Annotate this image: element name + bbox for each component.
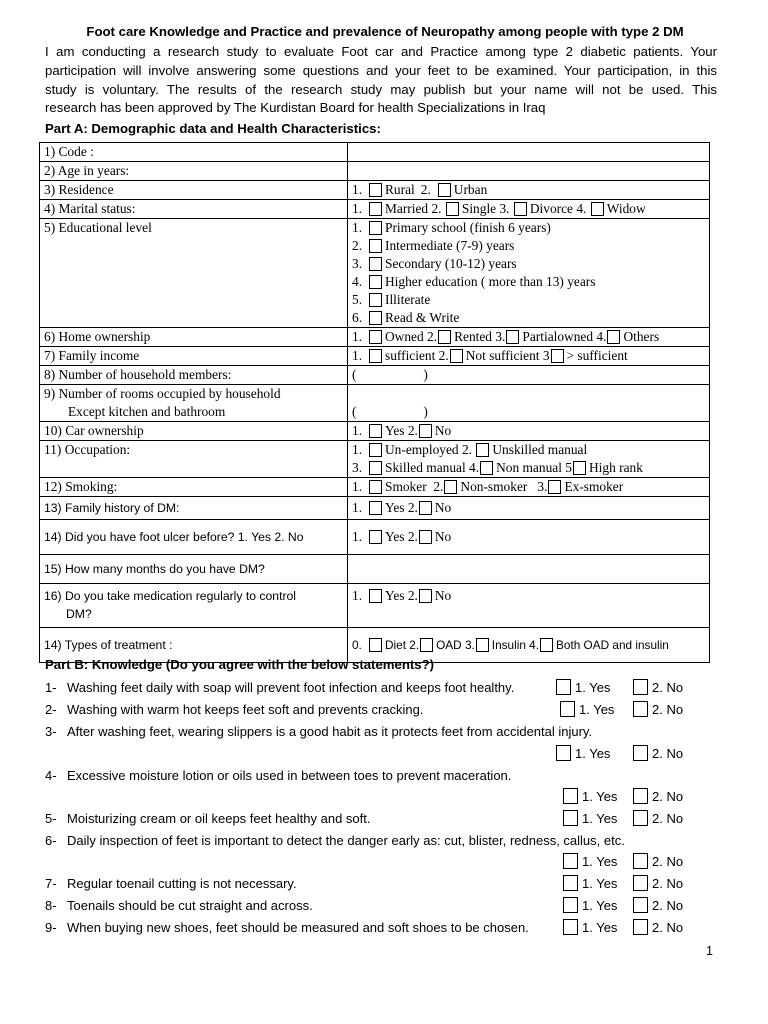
question-label: 8) Number of household members: [44,367,232,382]
option-number: 6. [352,310,363,325]
table-row [40,555,710,584]
option-number: 2. [352,238,363,253]
intro-line: study is voluntary. The results of the research study may publish but your name will not be used. This [45,81,717,97]
option-number: 1. [352,479,363,494]
option-label: Illiterate [385,292,431,307]
option-label: No [434,500,452,515]
question-label: 5) Educational level [44,220,152,235]
checkbox[interactable] [633,853,648,869]
table-row [40,200,710,219]
knowledge-item: 6- Daily inspection of feet is important to detect the danger early as: cut, blister, redness, callus, etc. [45,832,625,848]
option-label: OAD 3. [436,638,475,652]
option-label: Others [623,329,660,344]
question-label: 12) Smoking: [44,479,118,494]
option-label: Single 3. [461,201,510,216]
page-number: 1 [706,944,713,958]
checkbox[interactable] [446,202,459,216]
knowledge-item: 2- Washing with warm hot keeps feet soft and prevents cracking. [45,701,424,717]
question-label: 16) Do you take medication regularly to control [44,589,297,603]
checkbox[interactable] [556,745,571,761]
part-b-heading: Part B: Knowledge (Do you agree with the below statements?) [45,657,435,672]
question-label: 7) Family income [44,348,140,363]
table-row [40,441,710,478]
no-option[interactable]: 2. No [633,853,683,869]
option-label: sufficient 2. [385,348,449,363]
checkbox[interactable] [551,349,564,363]
option-label: Higher education ( more than 13) years [385,274,596,289]
question-label: 3) Residence [44,182,114,197]
option-label: No [434,588,452,603]
checkbox[interactable] [369,330,382,344]
option-label: Smoker 2. [385,479,444,494]
checkbox[interactable] [369,275,382,289]
no-option[interactable]: 2. No [633,788,683,804]
option-label: Secondary (10-12) years [385,256,517,271]
knowledge-item: 7- Regular toenail cutting is not necessary. [45,875,297,891]
option-label: Not sufficient 3 [465,348,550,363]
checkbox[interactable] [548,480,561,494]
yes-option[interactable]: 1. Yes [556,745,610,761]
table-row [40,162,710,181]
option-number: 2. [420,182,431,197]
checkbox[interactable] [420,638,433,652]
checkbox[interactable] [563,897,578,913]
knowledge-item: 3- After washing feet, wearing slippers is a good habit as it protects feet from accidental injury. [45,723,593,739]
option-label: Un-employed 2. [385,442,473,457]
answer-cell[interactable] [348,555,710,584]
intro-line: participation will involve answering some questions and your feet to be examined. Your participation, in this [45,62,717,78]
yes-option[interactable]: 1. Yes [563,919,617,935]
option-label: Owned 2. [385,329,438,344]
knowledge-item: 8- Toenails should be cut straight and across. [45,897,313,913]
checkbox[interactable] [419,501,432,515]
option-label: Yes 2. [385,588,418,603]
table-row [40,520,710,555]
table-row [40,478,710,497]
option-label: Partialowned 4. [522,329,607,344]
option-number: 1. [352,220,363,235]
checkbox[interactable] [369,530,382,544]
option-label: No [434,423,452,438]
option-label: Both OAD and insulin [556,638,669,652]
page-title: Foot care Knowledge and Practice and prevalence of Neuropathy among people with type 2 DM [86,24,684,39]
checkbox[interactable] [369,461,382,475]
option-label: Ex-smoker [564,479,624,494]
checkbox[interactable] [633,919,648,935]
option-label: Divorce 4. [529,201,587,216]
checkbox[interactable] [591,202,604,216]
option-label: Primary school (finish 6 years) [385,220,551,235]
option-label: Rented 3. [454,329,506,344]
checkbox[interactable] [476,443,489,457]
knowledge-item: 5- Moisturizing cream or oil keeps feet healthy and soft. [45,810,371,826]
option-number: 1. [352,201,363,216]
option-label: Diet 2. [385,638,420,652]
checkbox[interactable] [563,875,578,891]
question-label: 13) Family history of DM: [44,501,180,515]
checkbox[interactable] [419,424,432,438]
checkbox[interactable] [369,221,382,235]
option-label: Intermediate (7-9) years [385,238,515,253]
table-row [40,422,710,441]
option-number: 5. [352,292,363,307]
knowledge-item: 9- When buying new shoes, feet should be measured and soft shoes to be chosen. [45,919,529,935]
yes-option[interactable]: 1. Yes [563,810,617,826]
checkbox[interactable] [419,589,432,603]
checkbox[interactable] [476,638,489,652]
knowledge-item: 1- Washing feet daily with soap will prevent foot infection and keeps foot healthy. [45,679,515,695]
checkbox[interactable] [563,788,578,804]
checkbox[interactable] [438,330,451,344]
checkbox[interactable] [369,443,382,457]
checkbox[interactable] [444,480,457,494]
option-label: Urban [453,182,488,197]
table-row [40,328,710,347]
option-number: 3. [352,256,363,271]
checkbox[interactable] [514,202,527,216]
checkbox[interactable] [563,810,578,826]
option-number: 1. [352,423,363,438]
intro-paragraph [45,43,717,118]
no-option[interactable]: 2. No [633,679,683,695]
question-label: 4) Marital status: [44,201,136,216]
option-label: Skilled manual 4. [385,460,480,475]
yes-option[interactable]: 1. Yes [556,679,610,695]
checkbox[interactable] [419,530,432,544]
yes-option[interactable]: 1. Yes [563,897,617,913]
yes-option[interactable]: 1. Yes [563,875,617,891]
table-row [40,366,710,385]
option-label: Yes 2. [385,423,418,438]
checkbox[interactable] [633,745,648,761]
table-row [40,497,710,520]
question-label: DM? [66,607,92,621]
question-label: 14) Did you have foot ulcer before? 1. Yes 2. No [44,530,304,544]
option-label: Widow [606,201,646,216]
checkbox[interactable] [633,701,648,717]
question-label: 9) Number of rooms occupied by household [44,386,281,401]
option-label: > sufficient [566,348,628,363]
option-number: 1. [352,348,363,363]
checkbox[interactable] [563,919,578,935]
checkbox[interactable] [369,638,382,652]
option-label: Yes 2. [385,529,418,544]
question-label: 6) Home ownership [44,329,151,344]
option-label: Non-smoker 3. [460,479,548,494]
number-entry[interactable]: ( ) [352,404,428,419]
answer-cell[interactable] [348,162,710,181]
yes-option[interactable]: 1. Yes [563,788,617,804]
table-row [40,219,710,328]
checkbox[interactable] [369,202,382,216]
knowledge-item: 4- Excessive moisture lotion or oils used in between toes to prevent maceration. [45,767,512,783]
checkbox[interactable] [369,183,382,197]
option-number: 1. [352,529,363,544]
option-label: Unskilled manual [492,442,588,457]
question-label: 15) How many months do you have DM? [44,562,265,576]
no-option[interactable]: 2. No [633,897,683,913]
option-label: Insulin 4. [491,638,540,652]
no-option[interactable]: 2. No [633,810,683,826]
checkbox[interactable] [369,257,382,271]
checkbox[interactable] [369,480,382,494]
option-number: 3. [352,460,363,475]
option-number: 1. [352,500,363,515]
option-number: 1. [352,182,363,197]
option-label: Non manual 5 [496,460,572,475]
part-a-heading: Part A: Demographic data and Health Characteristics: [45,121,381,136]
option-label: Rural [385,182,415,197]
checkbox[interactable] [506,330,519,344]
table-row [40,385,710,422]
option-label: Read & Write [385,310,460,325]
question-label: 11) Occupation: [44,442,131,457]
checkbox[interactable] [633,897,648,913]
demographic-table [39,142,710,663]
checkbox[interactable] [369,589,382,603]
checkbox[interactable] [633,679,648,695]
checkbox[interactable] [369,424,382,438]
table-row [40,584,710,628]
option-label: No [434,529,452,544]
option-number: 1. [352,442,363,457]
checkbox[interactable] [560,701,575,717]
question-label: Except kitchen and bathroom [68,404,226,419]
question-label: 1) Code : [44,144,94,159]
checkbox[interactable] [369,239,382,253]
table-row [40,347,710,366]
option-number: 1. [352,329,363,344]
checkbox[interactable] [633,810,648,826]
option-label: Yes 2. [385,500,418,515]
no-option[interactable]: 2. No [633,745,683,761]
answer-cell[interactable] [348,143,710,162]
checkbox[interactable] [573,461,586,475]
yes-option[interactable]: 1. Yes [560,701,614,717]
option-number: 1. [352,588,363,603]
question-label: 14) Types of treatment : [44,638,173,652]
checkbox[interactable] [633,788,648,804]
option-label: High rank [588,460,643,475]
checkbox[interactable] [369,501,382,515]
checkbox[interactable] [369,293,382,307]
checkbox[interactable] [369,311,382,325]
intro-line: I am conducting a research study to evaluate Foot car and Practice among type 2 diabetic patients. Your [45,44,717,59]
table-row [40,143,710,162]
no-option[interactable]: 2. No [633,701,683,717]
number-entry[interactable]: ( ) [352,367,428,382]
no-option[interactable]: 2. No [633,875,683,891]
table-row [40,181,710,200]
checkbox[interactable] [438,183,451,197]
question-label: 2) Age in years: [44,163,130,178]
checkbox[interactable] [540,638,553,652]
option-label: Married 2. [385,201,442,216]
checkbox[interactable] [450,349,463,363]
checkbox[interactable] [556,679,571,695]
checkbox[interactable] [480,461,493,475]
option-number: 0. [352,638,362,652]
checkbox[interactable] [563,853,578,869]
checkbox[interactable] [369,349,382,363]
question-label: 10) Car ownership [44,423,144,438]
no-option[interactable]: 2. No [633,919,683,935]
option-number: 4. [352,274,363,289]
checkbox[interactable] [607,330,620,344]
intro-line: research has been approved by The Kurdistan Board for health Specializations in Iraq [45,100,546,116]
yes-option[interactable]: 1. Yes [563,853,617,869]
checkbox[interactable] [633,875,648,891]
